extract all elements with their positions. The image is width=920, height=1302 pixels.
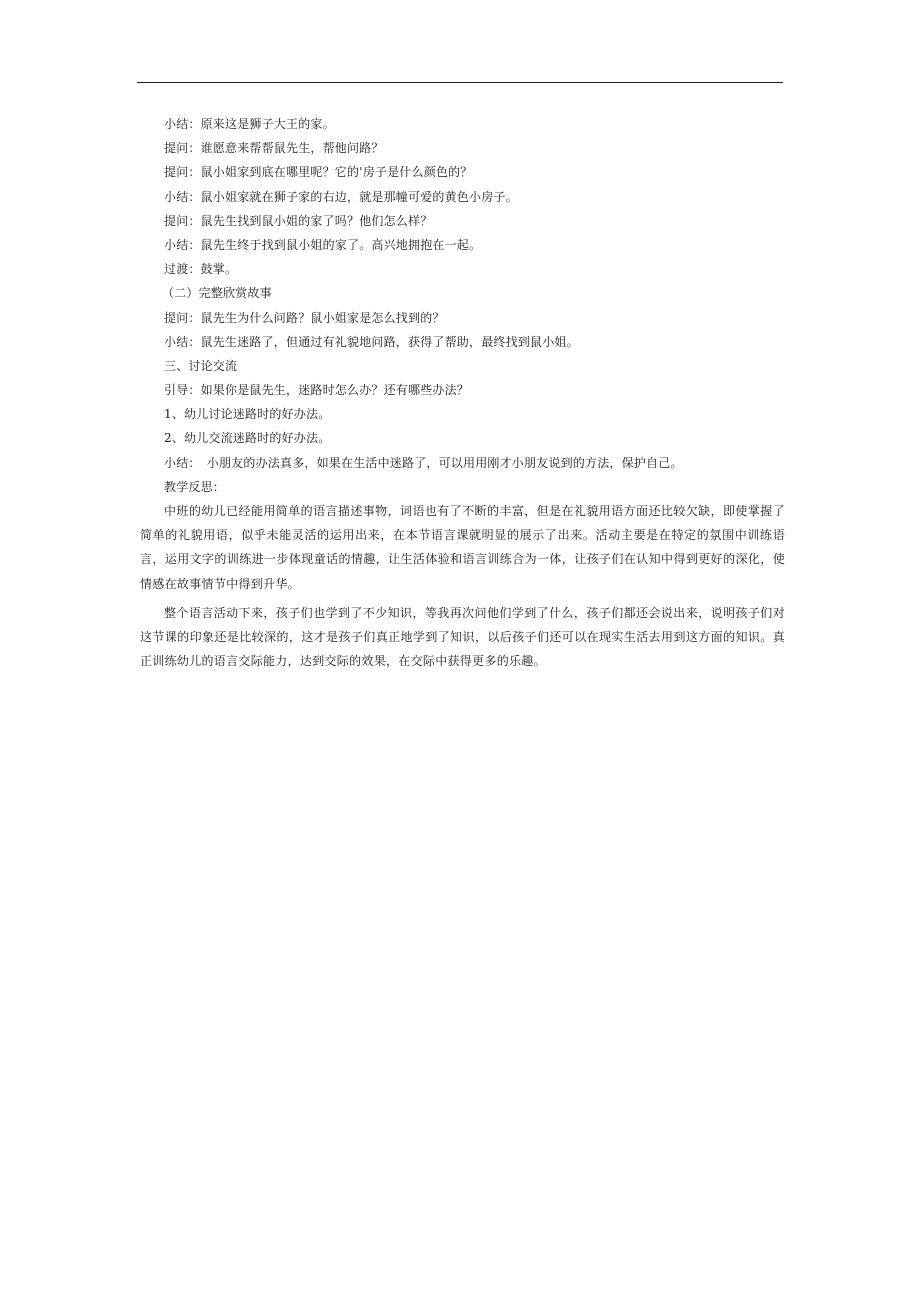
text-line: 小结：原来这是狮子大王的家。 xyxy=(164,117,335,131)
text-line: 引导：如果你是鼠先生，迷路时怎么办？还有哪些办法？ xyxy=(164,383,470,398)
reflection-paragraph: 中班的幼儿已经能用简单的语言描述事物，词语也有了不断的丰富，但是在礼貌用语方面还比较欠缺，即使掌握了简单的礼貌用语，似乎未能灵活的运用出来，在本节语言课就明显的展示了出来。活动主要是在特定的氛围中训练语言，运用文字的训练进一步体现童话的情趣，让生活体验和语言训练合为一体，让孩子们在认知中得到更好的深化，使情感在故事情节中得到升华。 xyxy=(140,504,785,591)
text-line: 提问：谁愿意来帮帮鼠先生，帮他问路？ xyxy=(164,141,384,156)
text-line: 小结： 小朋友的办法真多，如果在生活中迷路了，可以用用刚才小朋友说到的方法，保护自己。 xyxy=(164,455,683,470)
reflection-paragraph: 整个语言活动下来，孩子们也学到了不少知识，等我再次问他们学到了什么，孩子们都还会说出来，说明孩子们对这节课的印象还是比较深的，这才是孩子们真正地学到了知识，以后孩子们还可以在现实生活去用到这方面的知识。真正训练幼儿的语言交际能力，达到交际的效果，在交际中获得更多的乐趣。 xyxy=(140,605,785,669)
text-line: 提问：鼠先生为什么问路？鼠小姐家是怎么找到的？ xyxy=(164,310,445,325)
section-heading: 教学反思： xyxy=(164,479,226,494)
section-heading: （二）完整欣赏故事 xyxy=(162,286,272,301)
header-rule xyxy=(137,82,783,83)
text-line: 小结：鼠先生终于找到鼠小姐的家了。高兴地拥抱在一起。 xyxy=(164,237,482,252)
section-heading: 三、讨论交流 xyxy=(164,358,238,373)
text-line: 提问：鼠小姐家到底在哪里呢？它的'房子是什么颜色的？ xyxy=(164,165,473,180)
list-item: 1、幼儿讨论迷路时的好办法。 xyxy=(164,407,331,422)
text-line: 小结：鼠小姐家就在狮子家的右边，就是那幢可爱的黄色小房子。 xyxy=(164,189,518,204)
text-line: 小结：鼠先生迷路了，但通过有礼貌地问路，获得了帮助，最终找到鼠小姐。 xyxy=(164,334,579,349)
list-item: 2、幼儿交流迷路时的好办法。 xyxy=(164,431,331,446)
document-body xyxy=(140,112,785,673)
text-line: 提问：鼠先生找到鼠小姐的家了吗？他们怎么样？ xyxy=(164,213,433,228)
text-line: 过渡：鼓掌。 xyxy=(164,262,238,277)
